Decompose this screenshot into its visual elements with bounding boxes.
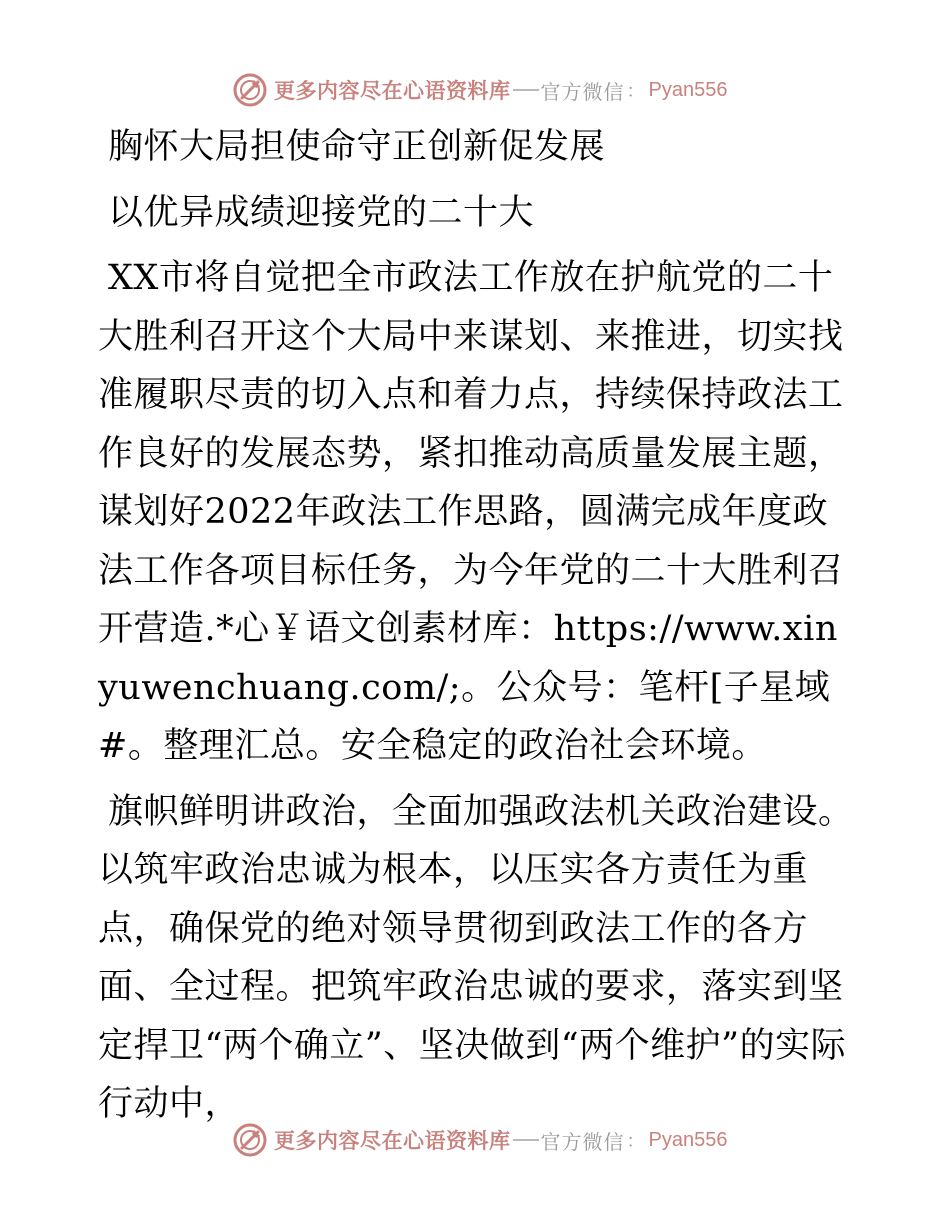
- watermark-dash: [513, 89, 539, 91]
- document-title-line-1: 胸怀大局担使命守正创新促发展: [108, 127, 606, 167]
- watermark-handle: Pyan556: [648, 1128, 728, 1151]
- seal-logo-icon: [232, 1122, 268, 1158]
- header-watermark: [232, 70, 727, 110]
- watermark-label-text: 官方微信: [540, 1129, 625, 1154]
- watermark-colon: ：: [626, 81, 645, 102]
- watermark-lead-text: 更多内容尽在心语资料库: [274, 78, 511, 103]
- document-paragraph-2: 旗帜鲜明讲政治，全面加强政法机关政治建设。以筑牢政治忠诚为根本，以压实各方责任为重点，确保党的绝对领导贯彻到政法工作的各方面、全过程。把筑牢政治忠诚的要求，落实到坚定捍卫“两个确立”、坚决做到“两个维护”的实际行动中，: [98, 791, 854, 1124]
- document-title-line-2: 以优异成绩迎接党的二十大: [108, 192, 535, 233]
- seal-logo-icon: [232, 72, 268, 108]
- watermark-colon: ：: [626, 1131, 645, 1152]
- watermark-dash: [513, 1139, 539, 1141]
- footer-watermark: [232, 1120, 727, 1160]
- watermark-label-text: 官方微信: [540, 79, 625, 104]
- watermark-lead-text: 更多内容尽在心语资料库: [274, 1128, 511, 1153]
- watermark-handle: Pyan556: [648, 78, 728, 101]
- document-body: [98, 118, 858, 1141]
- document-paragraph-1: XX市将自觉把全市政法工作放在护航党的二十大胜利召开这个大局中来谋划、来推进，切实找准履职尽责的切入点和着力点，持续保持政法工作良好的发展态势，紧扣推动高质量发展主题，谋划好2022年政法工作思路，圆满完成年度政法工作各项目标任务，为今年党的二十大胜利召开营造.*心￥语文创素材库：https://www.xinyuwenchuang.com/;。公众号：笔杆[子星域#。整理汇总。安全稳定的政治社会环境。: [98, 258, 844, 766]
